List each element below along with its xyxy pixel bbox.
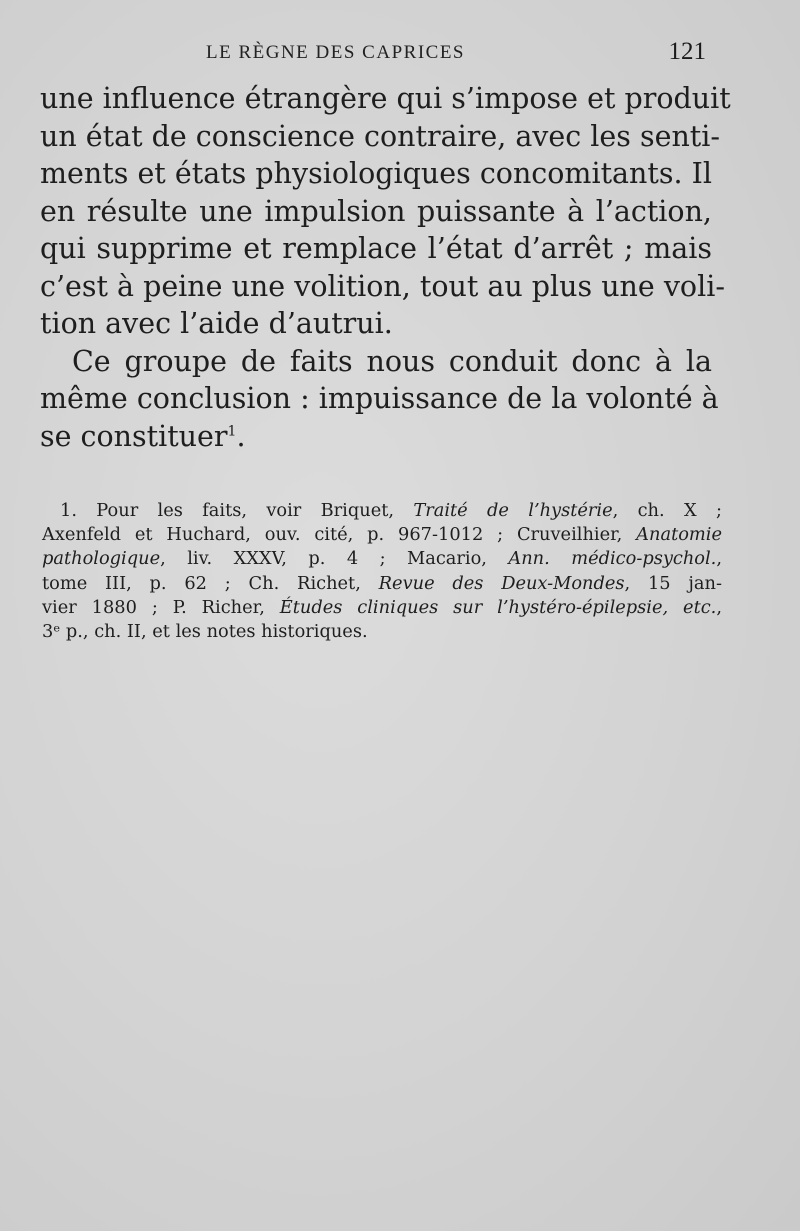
text-line: Ce groupe de faits nous conduit donc à la xyxy=(72,344,712,378)
footnote-line xyxy=(42,596,722,620)
page-number: 121 xyxy=(668,38,706,65)
footnote-title: Anatomie xyxy=(636,524,722,546)
footnote-title: Revue des Deux-Mondes xyxy=(378,572,625,594)
running-header xyxy=(0,38,800,72)
text-line: un état de conscience contraire, avec les senti- xyxy=(40,119,721,153)
footnote-text: vier 1880 ; P. Richer, xyxy=(42,596,280,618)
footnote-title: Traité de l’hystérie xyxy=(413,500,613,521)
text-line: c’est à peine une volition, tout au plus une voli- xyxy=(40,269,725,303)
footnote-text: , ch. X ; xyxy=(612,500,722,521)
footnote-text: tome III, p. 62 ; Ch. Richet, xyxy=(42,572,379,594)
text-line: une influence étrangère qui s’impose et produit xyxy=(40,82,731,115)
last-text-line xyxy=(40,418,712,456)
text-line: ments et états physiologiques concomitants. Il xyxy=(40,157,712,190)
footnote-title: pathologique xyxy=(42,548,161,570)
footnote-line: 3ᵉ p., ch. II, et les notes historiques. xyxy=(42,621,368,643)
footnote-text: , xyxy=(716,548,722,570)
footnote-title: Ann. médico-psychol. xyxy=(508,548,717,570)
footnote-text: , 15 jan- xyxy=(624,572,722,594)
footnote-line xyxy=(42,547,722,571)
running-title: LE RÈGNE DES CAPRICES xyxy=(206,42,465,63)
footnote-reference: 1 xyxy=(227,423,237,439)
footnote-text: Axenfeld et Huchard, ouv. cité, p. 967-1012 ; Cruveilhier, xyxy=(42,524,637,546)
footnote-line xyxy=(42,523,722,547)
main-text xyxy=(40,80,731,455)
footnote-line xyxy=(42,499,722,523)
text-line: en résulte une impulsion puissante à l’action, xyxy=(40,194,712,228)
end-punctuation: . xyxy=(236,419,246,453)
text-line: qui supprime et remplace l’état d’arrêt ; mais xyxy=(40,232,712,265)
footnote xyxy=(42,499,722,644)
footnote-text: , xyxy=(716,596,722,618)
text-line-content: se constituer xyxy=(40,419,228,453)
text-line: même conclusion : impuissance de la volonté à xyxy=(40,382,719,415)
footnote-line xyxy=(42,572,722,596)
text-line: tion avec l’aide d’autrui. xyxy=(40,307,393,340)
footnote-text: , liv. XXXV, p. 4 ; Macario, xyxy=(160,548,509,570)
footnote-title: Études cliniques sur l’hystéro-épilepsie, etc. xyxy=(279,596,717,618)
footnote-text: 1. Pour les faits, voir Briquet, xyxy=(60,500,414,521)
